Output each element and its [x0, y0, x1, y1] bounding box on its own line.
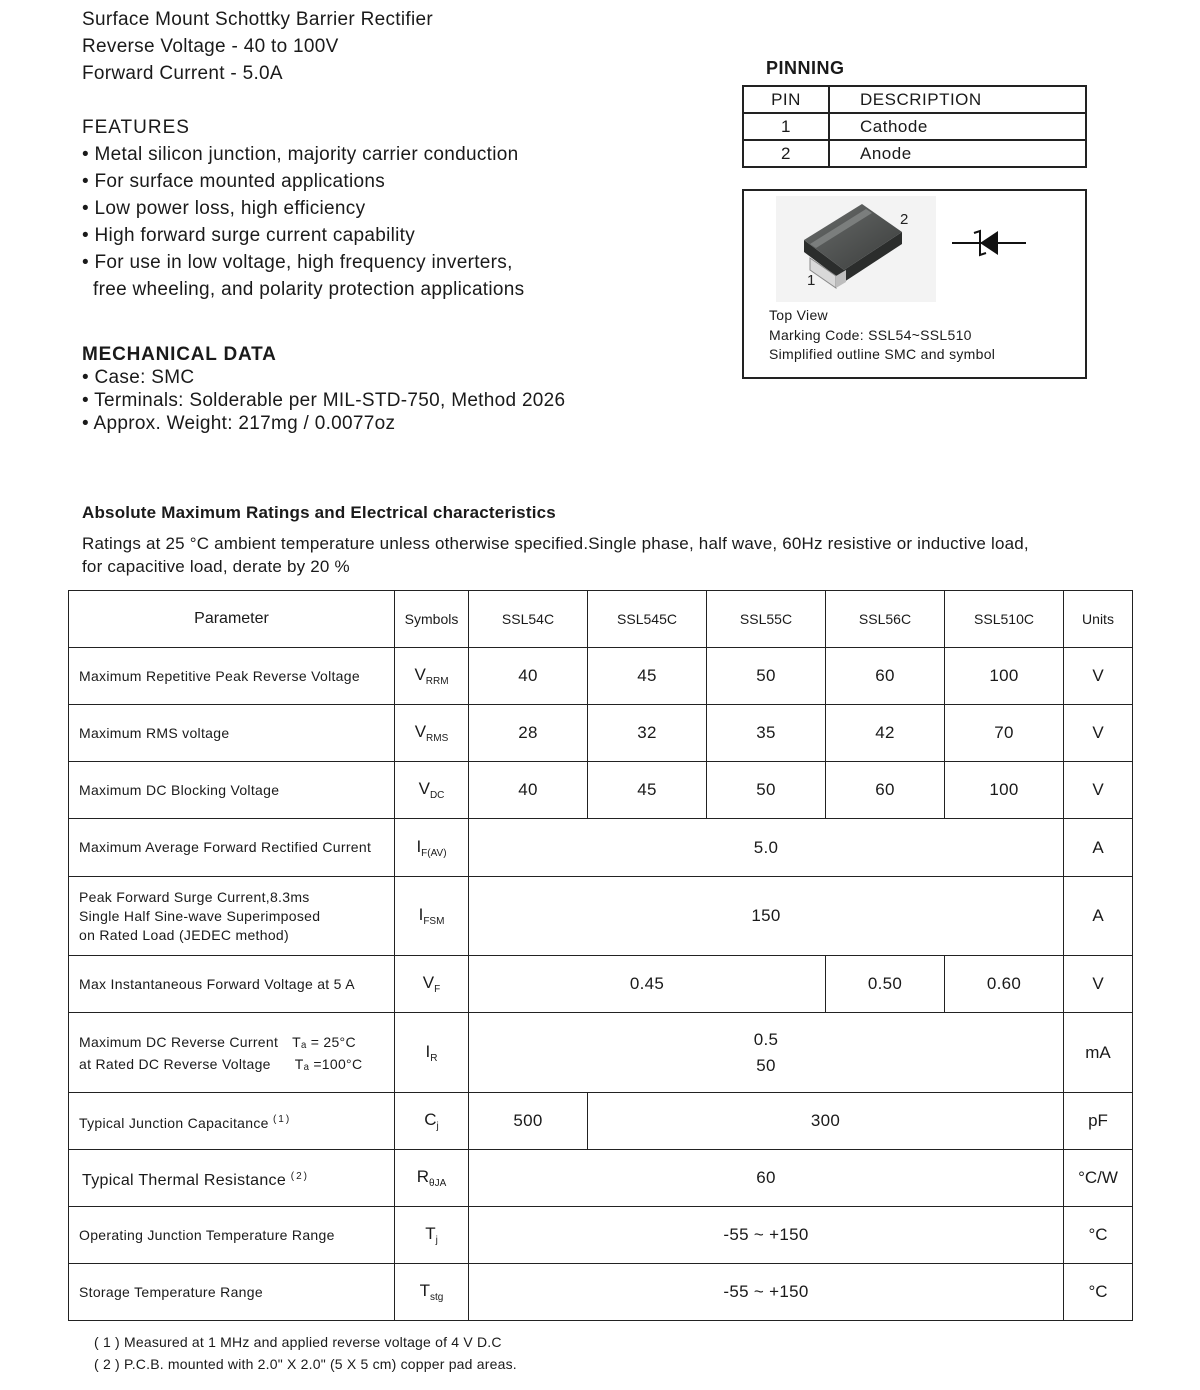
symbol-cell: $I_{F(AV)}$: [395, 819, 469, 877]
unit-cell: °C: [1064, 1264, 1133, 1321]
value-cell: 0.60: [945, 956, 1064, 1013]
ratings-note-line: for capacitive load, derate by 20 %: [82, 557, 350, 576]
value-cell: 100: [945, 762, 1064, 819]
symbol-cell: $I_R$: [395, 1013, 469, 1093]
value-cell: 45: [588, 648, 707, 705]
parameter-cell: Maximum DC Reverse Current Tₐ = 25°C at Rated DC Reverse Voltage Tₐ =100°C: [69, 1013, 395, 1093]
pin1-label: 1: [807, 272, 816, 289]
mechanical-section: [82, 343, 565, 435]
pin-description: Anode: [829, 140, 1086, 167]
symbol-cell: $V_{RMS}$: [395, 705, 469, 762]
value-cell: 60: [469, 1150, 1064, 1207]
parameter-cell: Maximum Repetitive Peak Reverse Voltage: [69, 648, 395, 705]
unit-cell: °C/W: [1064, 1150, 1133, 1207]
marking-code: Marking Code: SSL54~SSL510: [769, 326, 972, 343]
parameter-cell: Operating Junction Temperature Range: [69, 1207, 395, 1264]
unit-cell: A: [1064, 877, 1133, 956]
value-cell: 150: [469, 877, 1064, 956]
unit-cell: V: [1064, 705, 1133, 762]
table-row: [69, 877, 1133, 956]
symbol-cell: $V_F$: [395, 956, 469, 1013]
unit-cell: V: [1064, 956, 1133, 1013]
symbol-cell: $V_{RRM}$: [395, 648, 469, 705]
symbol-cell: $C_j$: [395, 1093, 469, 1150]
value-cell: 100: [945, 648, 1064, 705]
symbol-cell: $T_{stg}$: [395, 1264, 469, 1321]
symbol-cell: $I_{FSM}$: [395, 877, 469, 956]
mechanical-heading: MECHANICAL DATA: [82, 344, 277, 365]
ratings-note-line: Ratings at 25 °C ambient temperature unless otherwise specified.Single phase, half wave, 60Hz resistive or inductive load,: [82, 534, 1029, 553]
value-cell: 0.5 50: [469, 1013, 1064, 1093]
features-heading: FEATURES: [82, 117, 190, 138]
value-cell: 5.0: [469, 819, 1064, 877]
description-header: DESCRIPTION: [829, 86, 1086, 113]
unit-cell: V: [1064, 648, 1133, 705]
feature-item: • For surface mounted applications: [82, 171, 386, 192]
value-cell: 35: [707, 705, 826, 762]
parameter-cell: Typical Thermal Resistance $^{(2)}$: [69, 1150, 395, 1207]
value-cell: 40: [469, 762, 588, 819]
parameter-cell: Max Instantaneous Forward Voltage at 5 A: [69, 956, 395, 1013]
table-row: [69, 705, 1133, 762]
feature-item-continued: free wheeling, and polarity protection applications: [93, 279, 525, 300]
symbol-cell: $T_j$: [395, 1207, 469, 1264]
parameter-cell: Maximum RMS voltage: [69, 705, 395, 762]
pin-number: 1: [743, 113, 829, 140]
ratings-table: [68, 590, 1133, 1321]
parameter-cell: Peak Forward Surge Current,8.3ms Single Half Sine-wave Superimposed on Rated Load (JEDEC method): [69, 877, 395, 956]
value-cell: 50: [707, 648, 826, 705]
value-cell: 60: [826, 648, 945, 705]
pin-description: Cathode: [829, 113, 1086, 140]
pin-header: PIN: [743, 86, 829, 113]
table-row: [69, 762, 1133, 819]
diode-symbol-icon: [950, 228, 1028, 258]
ratings-note: [82, 532, 1029, 578]
unit-cell: A: [1064, 819, 1133, 877]
smc-package-illustration: [776, 196, 936, 302]
unit-cell: mA: [1064, 1013, 1133, 1093]
value-cell: 32: [588, 705, 707, 762]
table-row: [69, 1013, 1133, 1093]
table-row: [69, 819, 1133, 877]
package-caption: [769, 306, 995, 365]
outline-note: Simplified outline SMC and symbol: [769, 346, 996, 362]
mechanical-item: • Terminals: Solderable per MIL-STD-750, Method 2026: [82, 390, 566, 411]
value-cell: -55 ~ +150: [469, 1264, 1064, 1321]
features-section: [82, 114, 524, 303]
table-row: [69, 1264, 1133, 1321]
feature-item: • Metal silicon junction, majority carrier conduction: [82, 144, 519, 165]
value-cell: 42: [826, 705, 945, 762]
forward-current-line: Forward Current - 5.0A: [82, 63, 283, 84]
value-cell: 40: [469, 648, 588, 705]
pin2-label: 2: [900, 211, 909, 228]
part-header: SSL54C: [469, 591, 588, 648]
symbol-cell: $V_{DC}$: [395, 762, 469, 819]
view-label: Top View: [769, 307, 828, 323]
value-cell: -55 ~ +150: [469, 1207, 1064, 1264]
parameter-cell: Maximum Average Forward Rectified Current: [69, 819, 395, 877]
parameter-cell: Typical Junction Capacitance $^{(1)}$: [69, 1093, 395, 1150]
value-cell: 0.50: [826, 956, 945, 1013]
symbol-cell: $R_{\theta JA}$: [395, 1150, 469, 1207]
symbols-header: Symbols: [395, 591, 469, 648]
table-header-row: [69, 591, 1133, 648]
value-cell: 0.45: [469, 956, 826, 1013]
part-header: SSL55C: [707, 591, 826, 648]
value-cell: 45: [588, 762, 707, 819]
pinning-header-row: [743, 86, 1086, 113]
pinning-heading: PINNING: [766, 58, 845, 78]
value-cell: 300: [588, 1093, 1064, 1150]
ratings-title: Absolute Maximum Ratings and Electrical characteristics: [82, 503, 556, 522]
part-header: SSL56C: [826, 591, 945, 648]
product-title: Surface Mount Schottky Barrier Rectifier: [82, 9, 433, 30]
unit-cell: V: [1064, 762, 1133, 819]
units-header: Units: [1064, 591, 1133, 648]
parameter-cell: Maximum DC Blocking Voltage: [69, 762, 395, 819]
parameter-cell: Storage Temperature Range: [69, 1264, 395, 1321]
pinning-table: [742, 85, 1087, 168]
pin-number: 2: [743, 140, 829, 167]
value-cell: 28: [469, 705, 588, 762]
mechanical-item: • Case: SMC: [82, 367, 195, 388]
pinning-row: [743, 140, 1086, 167]
table-row: [69, 1207, 1133, 1264]
pinning-row: [743, 113, 1086, 140]
mechanical-item: • Approx. Weight: 217mg / 0.0077oz: [82, 413, 396, 434]
part-header: SSL545C: [588, 591, 707, 648]
feature-item: • For use in low voltage, high frequency inverters,: [82, 252, 513, 273]
value-cell: 60: [826, 762, 945, 819]
footnote: ( 2 ) P.C.B. mounted with 2.0" X 2.0" (5 X 5 cm) copper pad areas.: [94, 1356, 517, 1372]
table-row: [69, 1150, 1133, 1207]
header-block: [82, 6, 433, 87]
footnotes: [94, 1331, 517, 1375]
parameter-header: Parameter: [69, 591, 395, 648]
value-cell: 500: [469, 1093, 588, 1150]
unit-cell: °C: [1064, 1207, 1133, 1264]
part-header: SSL510C: [945, 591, 1064, 648]
table-row: [69, 1093, 1133, 1150]
reverse-voltage-line: Reverse Voltage - 40 to 100V: [82, 36, 339, 57]
table-row: [69, 648, 1133, 705]
footnote: ( 1 ) Measured at 1 MHz and applied reverse voltage of 4 V D.C: [94, 1334, 502, 1350]
unit-cell: pF: [1064, 1093, 1133, 1150]
table-row: [69, 956, 1133, 1013]
value-cell: 50: [707, 762, 826, 819]
feature-item: • High forward surge current capability: [82, 225, 416, 246]
value-cell: 70: [945, 705, 1064, 762]
feature-item: • Low power loss, high efficiency: [82, 198, 366, 219]
